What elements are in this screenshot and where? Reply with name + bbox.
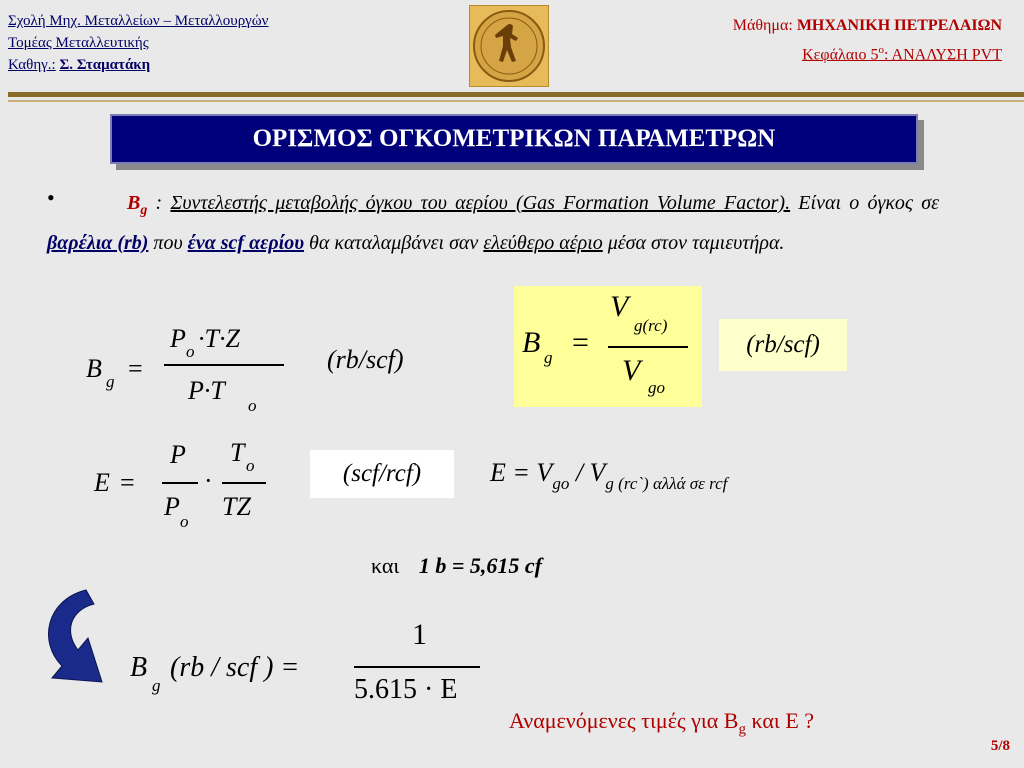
e-ratio-formula xyxy=(490,458,728,493)
seal-icon xyxy=(470,6,548,86)
bg-ptz-den: P·T xyxy=(188,376,225,405)
course-header xyxy=(733,14,1002,67)
header-divider-thin xyxy=(8,100,1024,102)
definition-text-1: Είναι ο όγκος σε xyxy=(790,192,939,214)
bg-e-lhs: B xyxy=(130,652,148,683)
conversion-kai: και xyxy=(371,553,400,578)
bg-ptz-eq: = xyxy=(128,354,143,383)
bg-ptz-lhs: B xyxy=(86,354,102,383)
bg-volume-unit: (rb/scf) xyxy=(719,319,847,371)
bg-ptz-lhs-sub: g xyxy=(106,372,115,391)
bg-volume-eq: = xyxy=(572,326,589,359)
bg-ptz-fraction-bar xyxy=(164,364,284,366)
e-ratio-sub-b: g (rc`) xyxy=(605,474,649,493)
e-f1-den-sub: o xyxy=(180,512,189,531)
definition-paragraph xyxy=(47,187,939,260)
school-name: Σχολή Μηχ. Μεταλλείων – Μεταλλουργών xyxy=(8,13,269,29)
e-ratio-tail: αλλά σε rcf xyxy=(648,474,728,493)
school-header xyxy=(8,10,268,76)
barrels-term: βαρέλια (rb) xyxy=(47,232,149,254)
footer-text: Αναμενόμενες τιμές για B xyxy=(509,708,739,733)
bg-volume-formula xyxy=(514,286,702,407)
e-ratio-b: / V xyxy=(569,458,606,487)
bg-volume-den: V xyxy=(622,354,641,387)
definition-text-3: θα καταλαμβάνει σαν xyxy=(304,232,484,254)
slide-title: ΟΡΙΣΜΟΣ ΟΓΚΟΜΕΤΡΙΚΩΝ ΠΑΡΑΜΕΤΡΩΝ xyxy=(110,114,918,164)
e-ratio-a: E = V xyxy=(490,458,553,487)
e-f2-num-sub: o xyxy=(246,456,255,475)
bg-e-args: (rb / scf ) = xyxy=(170,652,300,683)
bg-e-fraction-bar xyxy=(354,666,480,668)
conversion-value: 1 b = 5,615 cf xyxy=(418,553,542,578)
bg-ptz-unit: (rb/scf) xyxy=(327,345,404,374)
bg-volume-lhs-sub: g xyxy=(544,348,553,367)
header-divider xyxy=(8,92,1024,97)
bg-volume-den-sub: go xyxy=(648,378,665,397)
chapter-line xyxy=(733,38,1002,67)
bg-e-num: 1 xyxy=(412,618,427,651)
e-f2-den: TZ xyxy=(222,492,251,521)
professor-line xyxy=(8,54,268,76)
bg-e-lhs-sub: g xyxy=(152,676,161,695)
course-name: ΜΗΧΑΝΙΚΗ ΠΕΤΡΕΛΑΙΩΝ xyxy=(796,17,1002,34)
e-f2-num: T xyxy=(230,438,245,467)
e-f1-num: P xyxy=(170,440,186,469)
chapter-rest: : ΑΝΑΛΥΣΗ PVT xyxy=(883,46,1002,64)
expected-values-question xyxy=(509,708,814,738)
bg-volume-num-sub: g(rc) xyxy=(634,316,668,335)
course-line xyxy=(733,14,1002,38)
e-f2-fraction-bar xyxy=(222,482,266,484)
professor-name: Σ. Σταματάκη xyxy=(59,57,151,73)
e-unit: (scf/rcf) xyxy=(310,450,454,498)
definition-text-4: μέσα στον ταμιευτήρα. xyxy=(602,232,785,254)
bg-volume-lhs: B xyxy=(522,326,541,359)
e-ratio-sub-a: go xyxy=(552,474,570,493)
definition-colon: : xyxy=(147,192,171,214)
e-f1-den: P xyxy=(164,492,180,521)
e-formula xyxy=(94,436,294,536)
bg-ptz-formula xyxy=(84,320,304,420)
free-gas-term: ελεύθερο αέριο xyxy=(483,232,603,254)
chapter-prefix: Κεφάλαιο 5 xyxy=(802,46,879,64)
bg-ptz-den-sub: o xyxy=(248,396,257,415)
bg-e-den: 5.615 · E xyxy=(354,674,458,705)
bg-volume-num: V xyxy=(610,290,629,323)
bg-ptz-num: P xyxy=(170,324,186,353)
bg-volume-fraction-bar xyxy=(608,346,688,348)
e-eq: = xyxy=(120,468,135,497)
definition-text-2: που xyxy=(148,232,188,254)
definition-term: Συντελεστής μεταβολής όγκου του αερίου (Gas Formation Volume Factor). xyxy=(170,192,791,214)
conversion-line xyxy=(371,553,542,579)
bg-ptz-num-sub: o xyxy=(186,342,195,361)
bg-symbol-sub: g xyxy=(140,203,148,218)
footer-sub: g xyxy=(738,721,746,738)
page-number: 5/8 xyxy=(990,738,1010,754)
bg-e-formula xyxy=(128,618,488,718)
one-scf-term: ένα scf αερίου xyxy=(187,232,305,254)
university-logo xyxy=(469,5,549,87)
professor-prefix: Καθηγ.: xyxy=(8,57,56,73)
bg-ptz-num-rest: ·T·Z xyxy=(198,324,240,353)
bg-symbol: B xyxy=(127,192,141,214)
course-prefix: Μάθημα: xyxy=(732,17,793,34)
e-dot: · xyxy=(204,466,213,495)
curved-arrow-icon xyxy=(28,586,112,696)
chapter-sup: ο xyxy=(878,44,884,56)
department-name: Τομέας Μεταλλευτικής xyxy=(8,35,149,51)
e-lhs: E xyxy=(94,468,110,497)
bullet-icon: • xyxy=(47,185,55,210)
e-f1-fraction-bar xyxy=(162,482,198,484)
footer-rest: και E ? xyxy=(746,708,815,733)
